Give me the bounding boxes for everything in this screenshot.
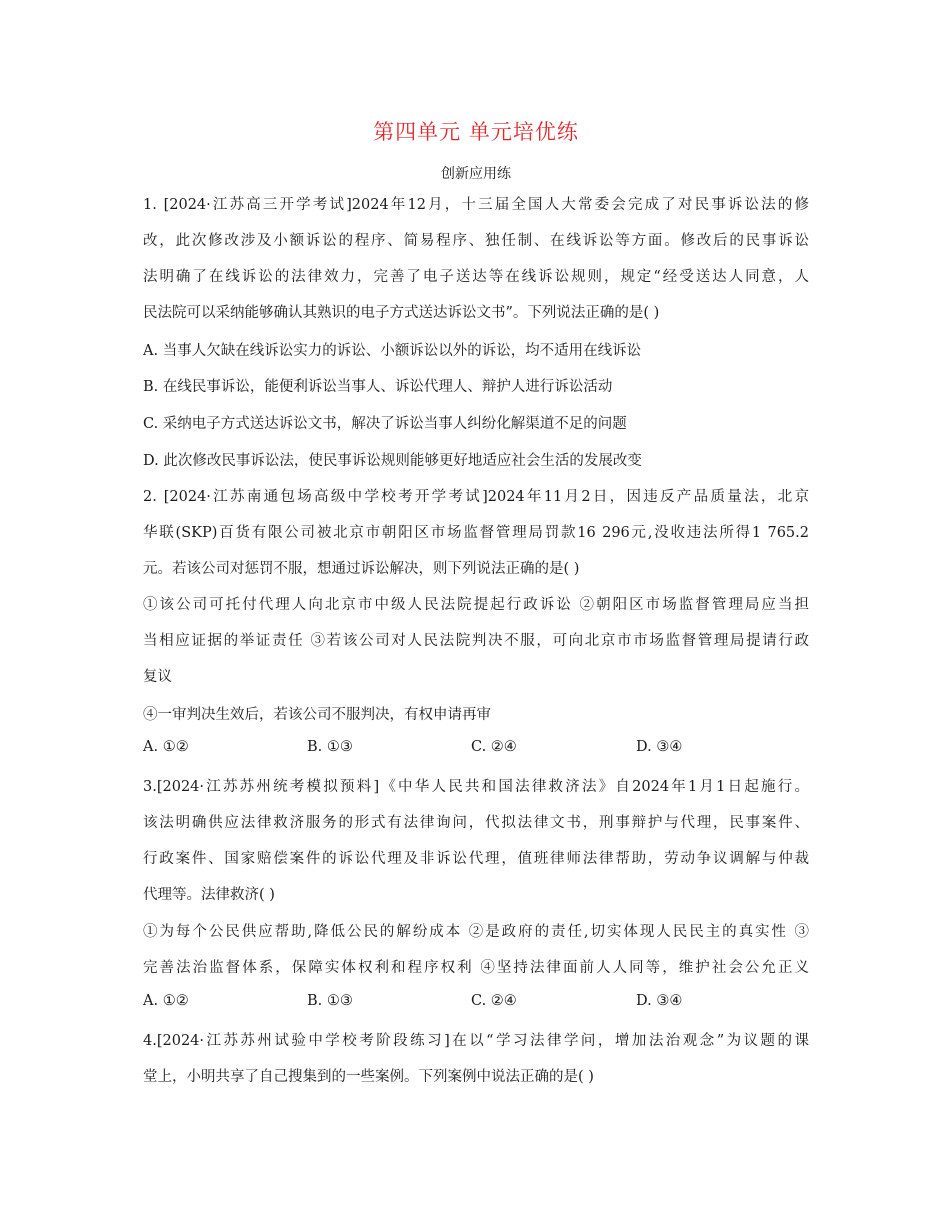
question-1-line: 1. [2024·江苏高三开学考试]2024年12月，十三届全国人大常委会完成了对民事诉讼法的修 (143, 197, 809, 213)
question-2-line: 华联(SKP)百货有限公司被北京市朝阳区市场监督管理局罚款16 296元,没收违法所得1 765.2 (143, 525, 809, 541)
question-2-line: 元。若该公司对惩罚不服，想通过诉讼解决，则下列说法正确的是( ) (143, 561, 580, 577)
question-2-statement: ①该公司可托付代理人向北京市中级人民法院提起行政诉讼 ②朝阳区市场监督管理局应当担 (143, 597, 809, 613)
section-subtitle: 创新应用练 (441, 166, 511, 182)
question-2-statement: 当相应证据的举证责任 ③若该公司对人民法院判决不服，可向北京市市场监督管理局提请行政 (143, 633, 809, 649)
question-1-line: 改，此次修改涉及小额诉讼的程序、简易程序、独任制、在线诉讼等方面。修改后的民事诉讼 (143, 233, 809, 249)
question-2-option-d: D. ③④ (636, 739, 683, 755)
question-1-option-c: C. 采纳电子方式送达诉讼文书，解决了诉讼当事人纠纷化解渠道不足的问题 (143, 416, 627, 432)
question-1-option-b: B. 在线民事诉讼，能便利诉讼当事人、诉讼代理人、辩护人进行诉讼活动 (143, 379, 613, 395)
page-title: 第四单元 单元培优练 (373, 120, 579, 144)
question-4-line: 4.[2024·江苏苏州试验中学校考阶段练习]在以“学习法律学问，增加法治观念”为议题的课 (143, 1033, 809, 1049)
question-2-option-c: C. ②④ (471, 739, 517, 755)
question-2-statement: ④一审判决生效后，若该公司不服判决，有权申请再审 (143, 707, 491, 723)
question-3-option-b: B. ①③ (307, 993, 353, 1009)
question-3-option-d: D. ③④ (636, 993, 683, 1009)
question-3-line: 该法明确供应法律救济服务的形式有法律询问，代拟法律文书，刑事辩护与代理，民事案件、 (143, 815, 809, 831)
question-3-statement: 完善法治监督体系，保障实体权利和程序权利 ④坚持法律面前人人同等，维护社会公允正义 (143, 960, 809, 976)
question-2-line: 2. [2024·江苏南通包场高级中学校考开学考试]2024年11月2日，因违反产品质量法，北京 (143, 489, 809, 505)
question-1-line: 法明确了在线诉讼的法律效力，完善了电子送达等在线诉讼规则，规定“经受送达人同意，人 (143, 269, 809, 285)
question-2-option-b: B. ①③ (307, 739, 353, 755)
question-3-option-a: A. ①② (143, 993, 189, 1009)
question-3-statement: ①为每个公民供应帮助,降低公民的解纷成本 ②是政府的责任,切实体现人民民主的真实性 ③ (143, 924, 809, 940)
question-3-line: 3.[2024·江苏苏州统考模拟预料]《中华人民共和国法律救济法》自2024年1月1日起施行。 (143, 779, 809, 795)
question-2-option-a: A. ①② (143, 739, 189, 755)
question-2-statement: 复议 (143, 669, 172, 685)
question-1-option-d: D. 此次修改民事诉讼法，使民事诉讼规则能够更好地适应社会生活的发展改变 (143, 453, 642, 469)
question-1-option-a: A. 当事人欠缺在线诉讼实力的诉讼、小额诉讼以外的诉讼，均不适用在线诉讼 (143, 343, 642, 359)
question-3-line: 行政案件、国家赔偿案件的诉讼代理及非诉讼代理，值班律师法律帮助，劳动争议调解与仲裁 (143, 851, 809, 867)
question-1-line: 民法院可以采纳能够确认其熟识的电子方式送达诉讼文书”。下列说法正确的是( ) (143, 305, 660, 321)
question-3-line: 代理等。法律救济( ) (143, 887, 275, 903)
question-4-line: 堂上，小明共享了自己搜集到的一些案例。下列案例中说法正确的是( ) (143, 1069, 594, 1085)
question-3-option-c: C. ②④ (471, 993, 517, 1009)
